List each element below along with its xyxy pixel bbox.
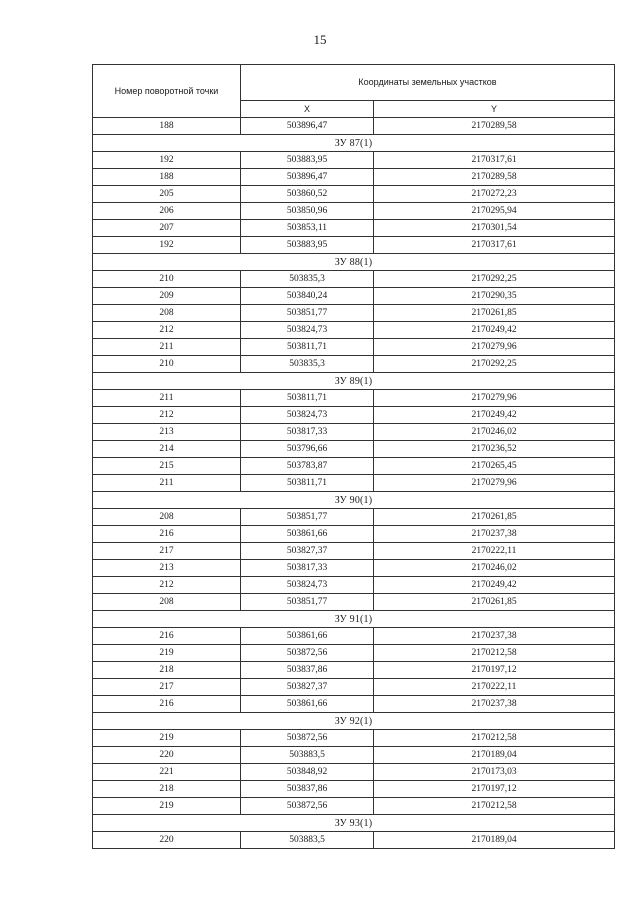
y-cell: 2170197,12: [374, 662, 615, 679]
y-cell: 2170189,04: [374, 747, 615, 764]
point-cell: 210: [93, 271, 241, 288]
y-cell: 2170189,04: [374, 832, 615, 849]
table-row: [93, 339, 615, 356]
x-cell: 503872,56: [241, 798, 374, 815]
y-cell: 2170249,42: [374, 407, 615, 424]
table-row: [93, 560, 615, 577]
y-cell: 2170279,96: [374, 475, 615, 492]
point-cell: 216: [93, 526, 241, 543]
table-row: [93, 543, 615, 560]
y-cell: 2170261,85: [374, 305, 615, 322]
point-cell: 221: [93, 764, 241, 781]
section-label: ЗУ 87(1): [93, 135, 615, 152]
section-label: ЗУ 93(1): [93, 815, 615, 832]
point-cell: 216: [93, 696, 241, 713]
x-cell: 503883,5: [241, 832, 374, 849]
table-row: [93, 288, 615, 305]
section-label: ЗУ 89(1): [93, 373, 615, 390]
point-cell: 216: [93, 628, 241, 645]
y-cell: 2170290,35: [374, 288, 615, 305]
table-row: [93, 441, 615, 458]
point-cell: 218: [93, 781, 241, 798]
table-row: [93, 594, 615, 611]
x-cell: 503853,11: [241, 220, 374, 237]
point-cell: 212: [93, 322, 241, 339]
table-row: [93, 118, 615, 135]
point-cell: 208: [93, 594, 241, 611]
x-cell: 503811,71: [241, 390, 374, 407]
table-row: [93, 203, 615, 220]
x-cell: 503811,71: [241, 339, 374, 356]
section-label: ЗУ 88(1): [93, 254, 615, 271]
point-cell: 192: [93, 152, 241, 169]
y-cell: 2170272,23: [374, 186, 615, 203]
x-cell: 503860,52: [241, 186, 374, 203]
y-cell: 2170289,58: [374, 169, 615, 186]
point-cell: 209: [93, 288, 241, 305]
x-cell: 503811,71: [241, 475, 374, 492]
point-cell: 219: [93, 798, 241, 815]
section-header-row: [93, 373, 615, 390]
x-cell: 503827,37: [241, 679, 374, 696]
y-cell: 2170249,42: [374, 577, 615, 594]
section-label: ЗУ 91(1): [93, 611, 615, 628]
table-row: [93, 458, 615, 475]
table-row: [93, 747, 615, 764]
table-row: [93, 645, 615, 662]
point-cell: 208: [93, 305, 241, 322]
x-cell: 503850,96: [241, 203, 374, 220]
x-cell: 503896,47: [241, 118, 374, 135]
point-cell: 208: [93, 509, 241, 526]
x-cell: 503824,73: [241, 322, 374, 339]
section-header-row: [93, 254, 615, 271]
y-cell: 2170261,85: [374, 509, 615, 526]
x-cell: 503824,73: [241, 577, 374, 594]
y-cell: 2170295,94: [374, 203, 615, 220]
table-row: [93, 679, 615, 696]
table-row: [93, 798, 615, 815]
table-row: [93, 186, 615, 203]
point-cell: 212: [93, 577, 241, 594]
table-row: [93, 832, 615, 849]
x-cell: 503883,95: [241, 152, 374, 169]
point-cell: 217: [93, 679, 241, 696]
section-header-row: [93, 611, 615, 628]
section-header-row: [93, 492, 615, 509]
y-cell: 2170265,45: [374, 458, 615, 475]
y-cell: 2170246,02: [374, 560, 615, 577]
y-cell: 2170236,52: [374, 441, 615, 458]
header-point-number: Номер поворотной точки: [93, 65, 241, 118]
section-label: ЗУ 92(1): [93, 713, 615, 730]
x-cell: 503851,77: [241, 509, 374, 526]
table-row: [93, 526, 615, 543]
x-cell: 503883,95: [241, 237, 374, 254]
x-cell: 503817,33: [241, 424, 374, 441]
table-row: [93, 730, 615, 747]
x-cell: 503896,47: [241, 169, 374, 186]
x-cell: 503796,66: [241, 441, 374, 458]
y-cell: 2170289,58: [374, 118, 615, 135]
x-cell: 503837,86: [241, 781, 374, 798]
point-cell: 220: [93, 747, 241, 764]
y-cell: 2170222,11: [374, 543, 615, 560]
x-cell: 503872,56: [241, 730, 374, 747]
section-header-row: [93, 713, 615, 730]
table-row: [93, 764, 615, 781]
y-cell: 2170237,38: [374, 696, 615, 713]
point-cell: 220: [93, 832, 241, 849]
x-cell: 503817,33: [241, 560, 374, 577]
x-cell: 503837,86: [241, 662, 374, 679]
point-cell: 192: [93, 237, 241, 254]
y-cell: 2170292,25: [374, 271, 615, 288]
point-cell: 188: [93, 118, 241, 135]
table-row: [93, 152, 615, 169]
table-row: [93, 509, 615, 526]
y-cell: 2170173,03: [374, 764, 615, 781]
point-cell: 206: [93, 203, 241, 220]
x-cell: 503835,3: [241, 271, 374, 288]
y-cell: 2170222,11: [374, 679, 615, 696]
point-cell: 217: [93, 543, 241, 560]
table-row: [93, 271, 615, 288]
x-cell: 503835,3: [241, 356, 374, 373]
point-cell: 188: [93, 169, 241, 186]
y-cell: 2170279,96: [374, 339, 615, 356]
x-cell: 503851,77: [241, 594, 374, 611]
x-cell: 503861,66: [241, 696, 374, 713]
table-row: [93, 305, 615, 322]
table-row: [93, 628, 615, 645]
point-cell: 218: [93, 662, 241, 679]
table-row: [93, 662, 615, 679]
coordinates-table: [92, 64, 615, 849]
section-label: ЗУ 90(1): [93, 492, 615, 509]
x-cell: 503848,92: [241, 764, 374, 781]
point-cell: 212: [93, 407, 241, 424]
table-row: [93, 475, 615, 492]
y-cell: 2170212,58: [374, 798, 615, 815]
x-cell: 503783,87: [241, 458, 374, 475]
page-number: 15: [313, 32, 327, 47]
y-cell: 2170212,58: [374, 645, 615, 662]
y-cell: 2170249,42: [374, 322, 615, 339]
y-cell: 2170279,96: [374, 390, 615, 407]
x-cell: 503883,5: [241, 747, 374, 764]
y-cell: 2170317,61: [374, 152, 615, 169]
y-cell: 2170261,85: [374, 594, 615, 611]
x-cell: 503824,73: [241, 407, 374, 424]
y-cell: 2170317,61: [374, 237, 615, 254]
table-row: [93, 781, 615, 798]
section-header-row: [93, 135, 615, 152]
section-header-row: [93, 815, 615, 832]
point-cell: 207: [93, 220, 241, 237]
table-row: [93, 169, 615, 186]
table-row: [93, 220, 615, 237]
y-cell: 2170237,38: [374, 526, 615, 543]
y-cell: 2170292,25: [374, 356, 615, 373]
point-cell: 211: [93, 390, 241, 407]
point-cell: 211: [93, 475, 241, 492]
x-cell: 503861,66: [241, 526, 374, 543]
header-x: X: [241, 101, 374, 118]
x-cell: 503827,37: [241, 543, 374, 560]
x-cell: 503840,24: [241, 288, 374, 305]
header-coordinates: Координаты земельных участков: [241, 65, 615, 101]
y-cell: 2170246,02: [374, 424, 615, 441]
x-cell: 503851,77: [241, 305, 374, 322]
table-row: [93, 356, 615, 373]
table-row: [93, 407, 615, 424]
x-cell: 503872,56: [241, 645, 374, 662]
point-cell: 205: [93, 186, 241, 203]
table-row: [93, 696, 615, 713]
point-cell: 215: [93, 458, 241, 475]
point-cell: 213: [93, 560, 241, 577]
point-cell: 214: [93, 441, 241, 458]
table-row: [93, 237, 615, 254]
point-cell: 219: [93, 645, 241, 662]
table-row: [93, 322, 615, 339]
point-cell: 210: [93, 356, 241, 373]
y-cell: 2170212,58: [374, 730, 615, 747]
y-cell: 2170197,12: [374, 781, 615, 798]
header-y: Y: [374, 101, 615, 118]
point-cell: 213: [93, 424, 241, 441]
x-cell: 503861,66: [241, 628, 374, 645]
table-body: [93, 118, 615, 849]
point-cell: 211: [93, 339, 241, 356]
y-cell: 2170301,54: [374, 220, 615, 237]
table-row: [93, 390, 615, 407]
table-row: [93, 424, 615, 441]
point-cell: 219: [93, 730, 241, 747]
y-cell: 2170237,38: [374, 628, 615, 645]
table-row: [93, 577, 615, 594]
